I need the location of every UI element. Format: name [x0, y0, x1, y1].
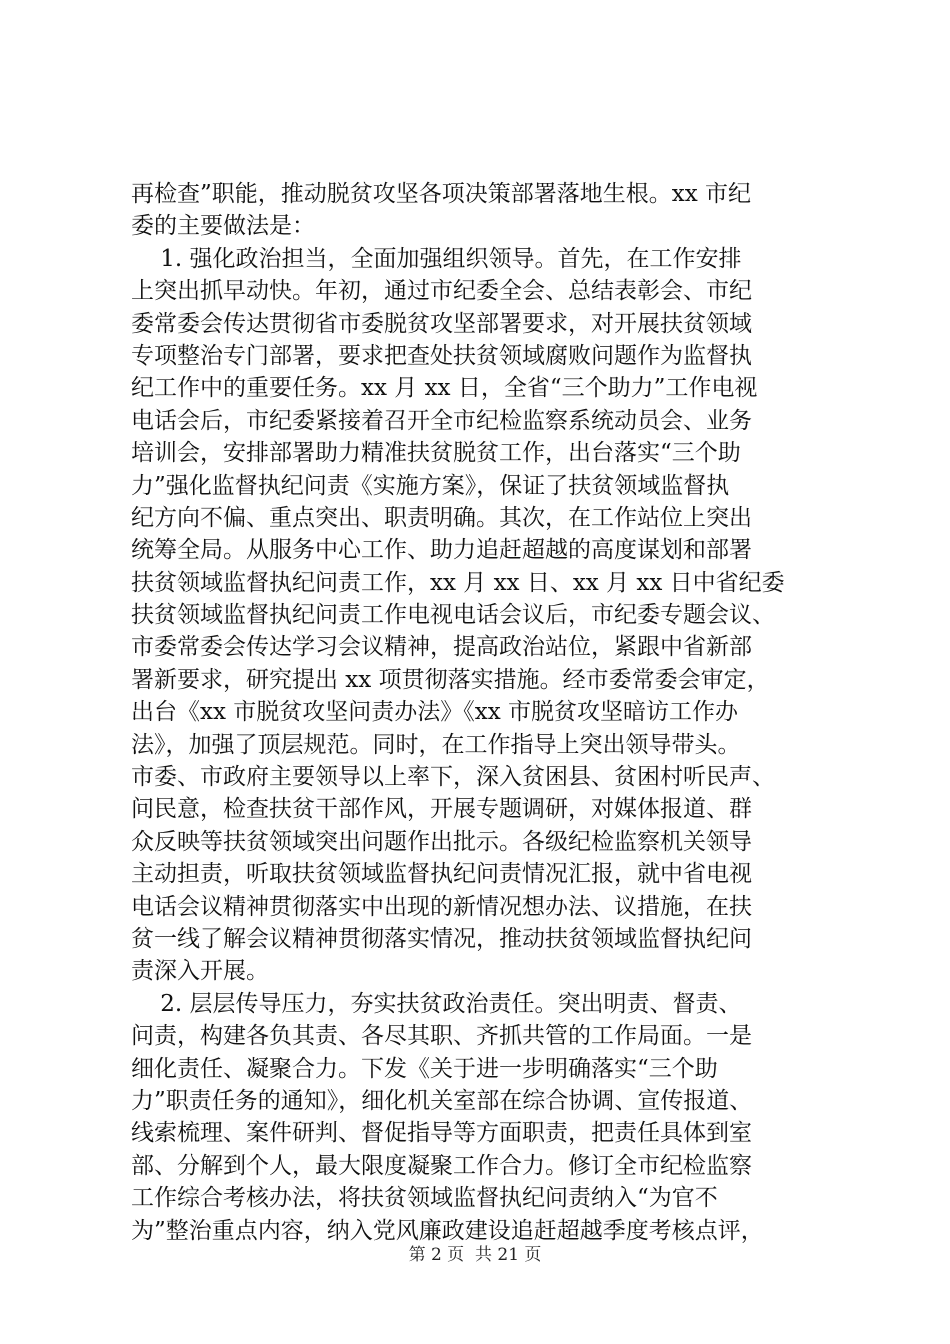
- text-line: 署新要求，研究提出 xx 项贯彻落实措施。经市委常委会审定，: [131, 666, 770, 693]
- text-line: 统筹全局。从服务中心工作、助力追赶超越的高度谋划和部署: [131, 537, 752, 564]
- text-line: 部、分解到个人，最大限度凝聚工作合力。修订全市纪检监察: [131, 1152, 752, 1179]
- text-line: 纪方向不偏、重点突出、职责明确。其次，在工作站位上突出: [131, 504, 752, 531]
- text-line: 工作综合考核办法，将扶贫领域监督执纪问责纳入“为官不: [131, 1185, 718, 1212]
- text-line: 细化责任、凝聚合力。下发《关于进一步明确落实“三个助: [131, 1055, 718, 1082]
- text-line: 责深入开展。: [131, 958, 269, 985]
- text-line: 扶贫领域监督执纪问责工作，xx 月 xx 日、xx 月 xx 日中省纪委: [131, 569, 785, 596]
- text-line: 贫一线了解会议精神贯彻落实情况，推动扶贫领域监督执纪问: [131, 925, 752, 952]
- document-body: [131, 178, 831, 1247]
- text-line: 力”强化监督执纪问责《实施方案》，保证了扶贫领域监督执: [131, 472, 730, 499]
- paragraph-2-start: 2. 层层传导压力，夯实扶贫政治责任。突出明责、督责、: [131, 990, 742, 1017]
- text-line: 市委常委会传达学习会议精神，提高政治站位，紧跟中省新部: [131, 634, 752, 661]
- text-line: 问责，构建各负其责、各尽其职、齐抓共管的工作局面。一是: [131, 1023, 752, 1050]
- text-line: 问民意，检查扶贫干部作风，开展专题调研，对媒体报道、群: [131, 796, 752, 823]
- text-line: 线索梳理、案件研判、督促指导等方面职责，把责任具体到室: [131, 1120, 752, 1147]
- text-line: 培训会，安排部署助力精准扶贫脱贫工作，出台落实“三个助: [131, 440, 741, 467]
- text-line: 出台《xx 市脱贫攻坚问责办法》《xx 市脱贫攻坚暗访工作办: [131, 699, 739, 726]
- text-line: 委的主要做法是：: [131, 213, 315, 240]
- text-line: 专项整治专门部署，要求把查处扶贫领域腐败问题作为监督执: [131, 342, 752, 369]
- text-line: 电话会后，市纪委紧接着召开全市纪检监察系统动员会、业务: [131, 407, 752, 434]
- page-number-footer: 第 2 页 共 21 页: [408, 1245, 542, 1265]
- text-line: 纪工作中的重要任务。xx 月 xx 日，全省“三个助力”工作电视: [131, 375, 758, 402]
- text-line: 市委、市政府主要领导以上率下，深入贫困县、贫困村听民声、: [131, 764, 775, 791]
- paragraph-1-start: 1. 强化政治担当，全面加强组织领导。首先，在工作安排: [131, 245, 742, 272]
- text-line: 上突出抓早动快。年初，通过市纪委全会、总结表彰会、市纪: [131, 278, 752, 305]
- text-line: 电话会议精神贯彻落实中出现的新情况想办法、议措施，在扶: [131, 893, 752, 920]
- text-line: 委常委会传达贯彻省市委脱贫攻坚部署要求，对开展扶贫领域: [131, 310, 752, 337]
- text-line: 众反映等扶贫领域突出问题作出批示。各级纪检监察机关领导: [131, 828, 752, 855]
- text-line: 扶贫领域监督执纪问责工作电视电话会议后，市纪委专题会议、: [131, 602, 775, 629]
- text-line: 法》，加强了顶层规范。同时，在工作指导上突出领导带头。: [131, 731, 741, 758]
- text-line: 为”整治重点内容，纳入党风廉政建设追赶超越季度考核点评，: [131, 1217, 764, 1244]
- text-line: 主动担责，听取扶贫领域监督执纪问责情况汇报，就中省电视: [131, 861, 752, 888]
- text-line: 再检查”职能，推动脱贫攻坚各项决策部署落地生根。xx 市纪: [131, 181, 752, 207]
- text-line: 力”职责任务的通知》，细化机关室部在综合协调、宣传报道、: [131, 1087, 753, 1114]
